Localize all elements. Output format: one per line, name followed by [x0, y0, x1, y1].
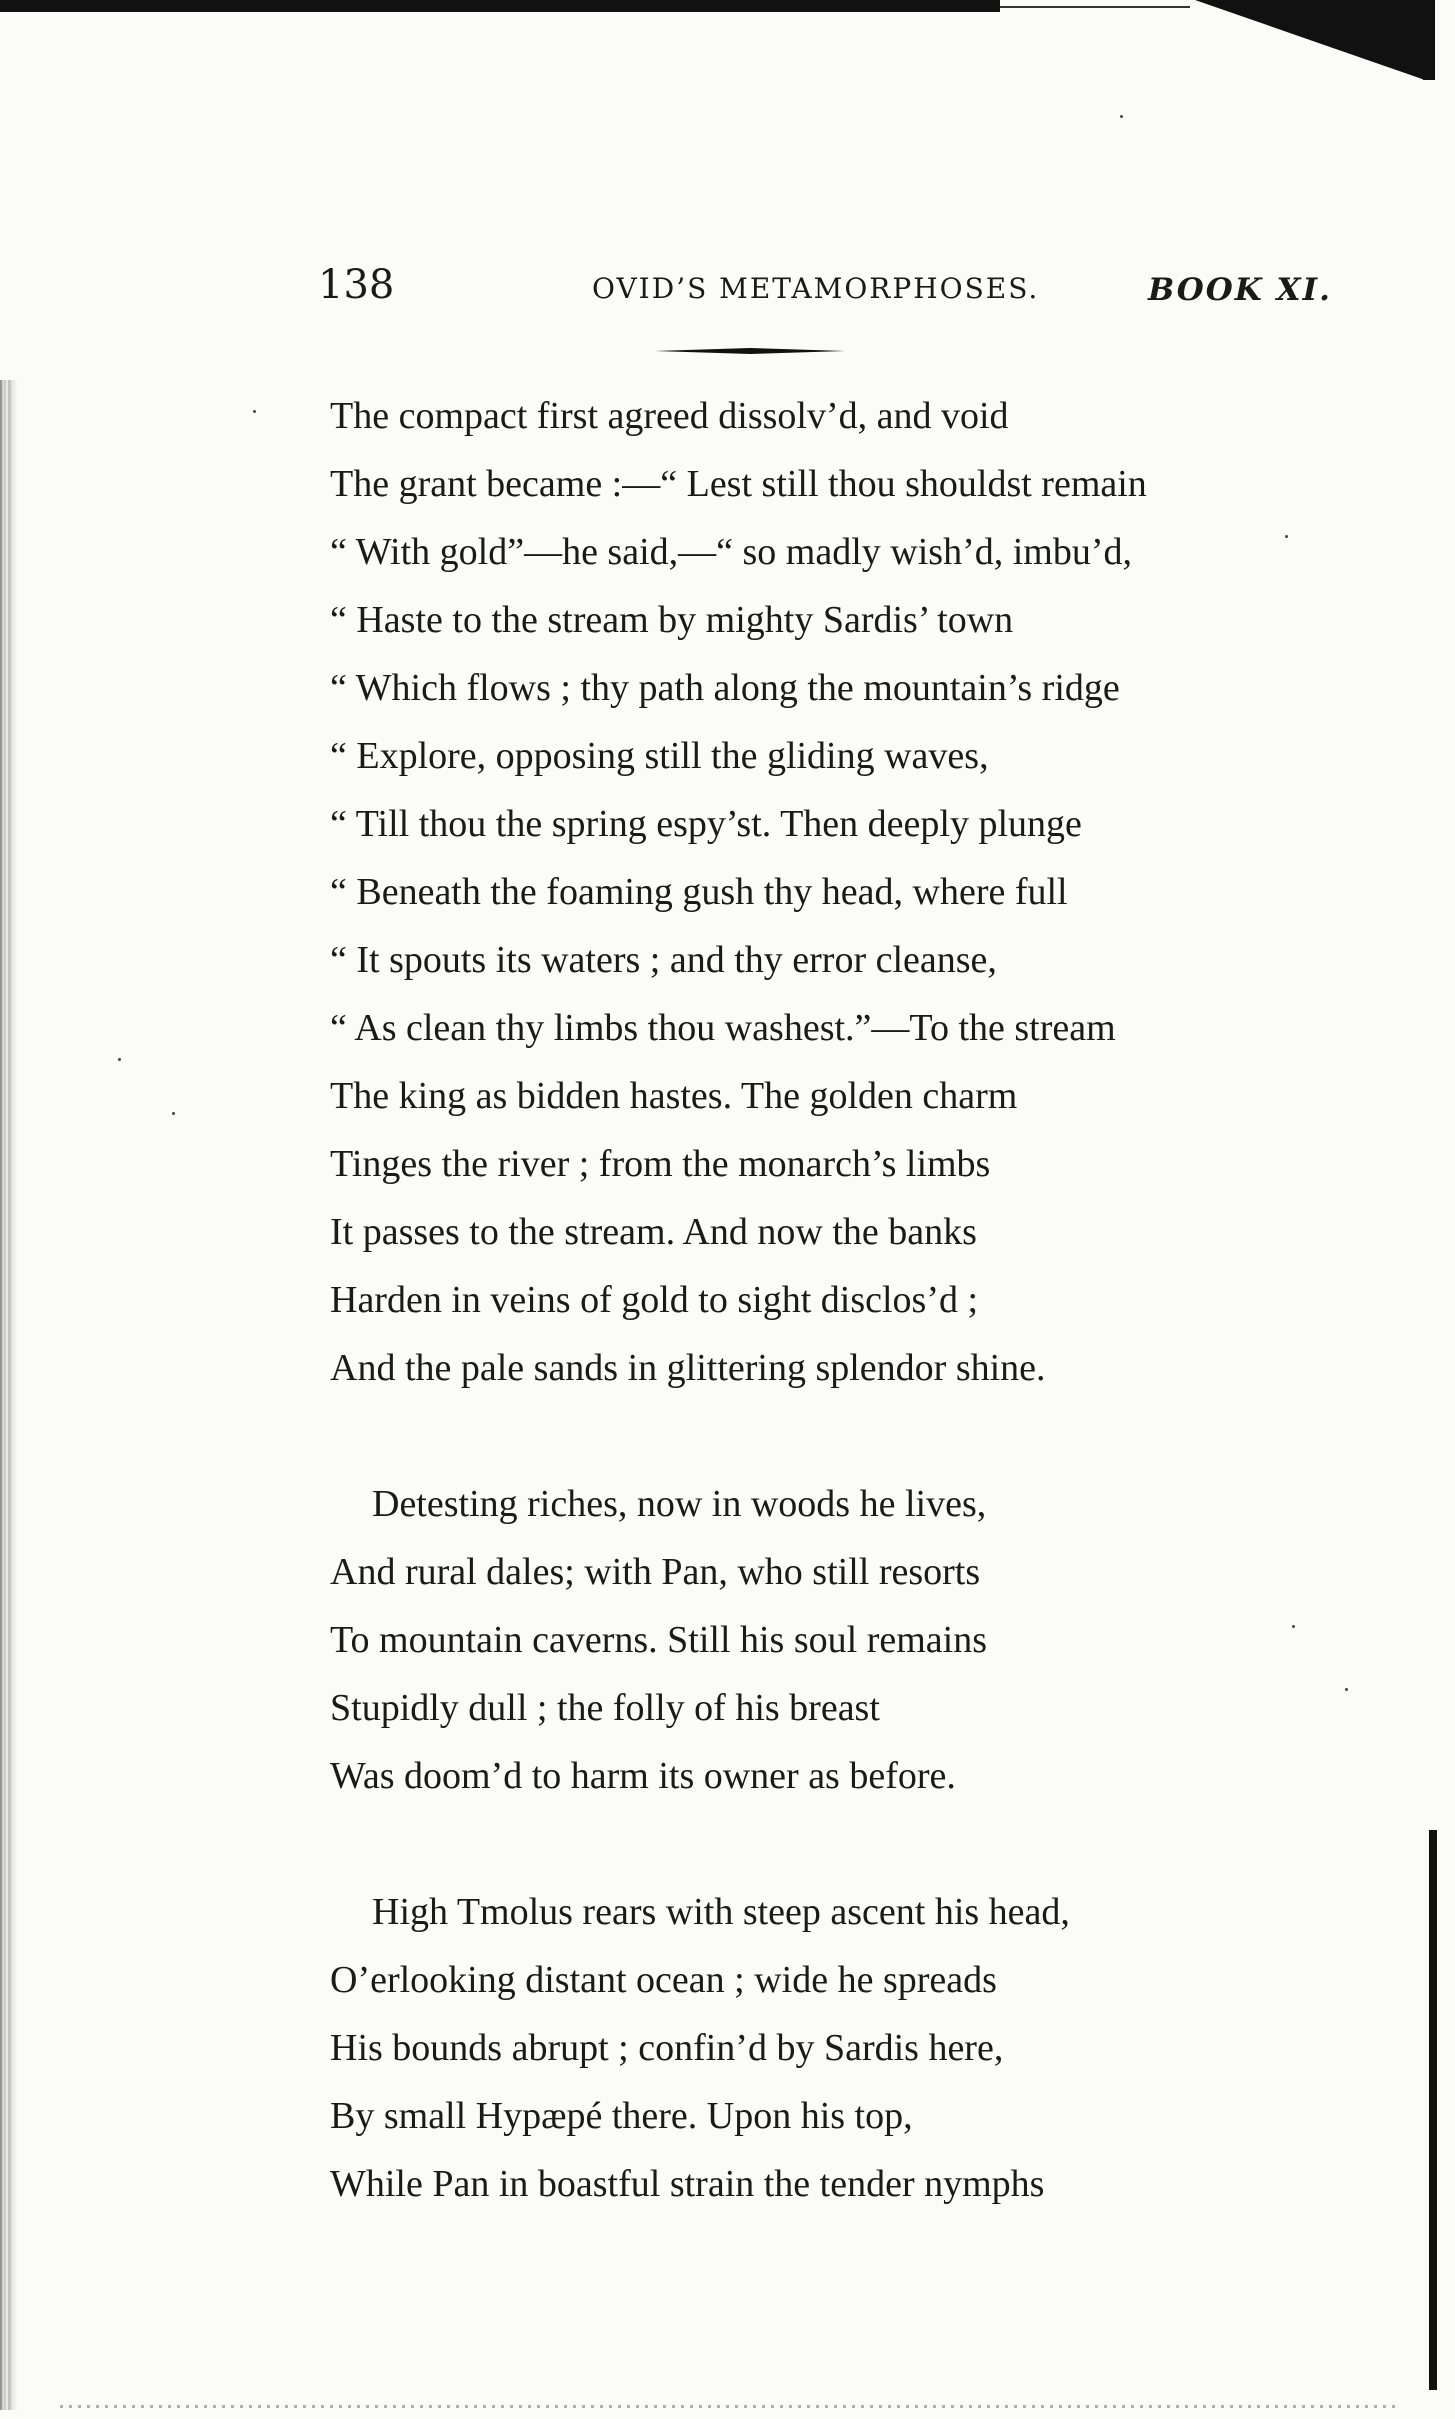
book-label: BOOK XI.: [1148, 272, 1332, 308]
scan-speck: [118, 1058, 121, 1061]
verse-line: The king as bidden hastes. The golden charm: [330, 1075, 1018, 1117]
verse-line: “ It spouts its waters ; and thy error cleanse,: [330, 939, 997, 981]
scan-speck: [1345, 1688, 1348, 1691]
scan-top-edge: [0, 0, 1000, 12]
verse-line: “ With gold”—he said,—“ so madly wish’d, imbu’d,: [330, 531, 1132, 573]
verse-line: His bounds abrupt ; confin’d by Sardis here,: [330, 2027, 1004, 2069]
verse-line: Tinges the river ; from the monarch’s limbs: [330, 1143, 991, 1185]
scan-speck: [253, 410, 256, 413]
stanza-3: [330, 1878, 1330, 2218]
scan-binding-gutter: [0, 380, 18, 2410]
scan-bottom-edge: [60, 2405, 1400, 2408]
verse-line: “ Beneath the foaming gush thy head, where full: [330, 871, 1068, 913]
scan-speck: [1120, 115, 1123, 118]
verse-line-indented: Detesting riches, now in woods he lives,: [372, 1483, 987, 1525]
stanza-1: [330, 382, 1330, 1402]
scan-corner-shadow: [1195, 0, 1425, 80]
verse-line: “ As clean thy limbs thou washest.”—To the stream: [330, 1007, 1116, 1049]
running-title: OVID’S METAMORPHOSES.: [592, 272, 1040, 305]
verse-line: Harden in veins of gold to sight disclos’d ;: [330, 1279, 979, 1321]
scan-top-edge-thin: [1000, 6, 1190, 8]
scan-corner-bar: [1423, 0, 1435, 80]
verse-line: “ Till thou the spring espy’st. Then deeply plunge: [330, 803, 1082, 845]
verse-line: O’erlooking distant ocean ; wide he spreads: [330, 1959, 997, 2001]
verse-line: By small Hypæpé there. Upon his top,: [330, 2095, 913, 2137]
verse-line: “ Haste to the stream by mighty Sardis’ town: [330, 599, 1014, 641]
verse-line: It passes to the stream. And now the banks: [330, 1211, 977, 1253]
verse-line: The compact first agreed dissolv’d, and void: [330, 395, 1009, 437]
verse-line: And rural dales; with Pan, who still resorts: [330, 1551, 981, 1593]
poem-body: [330, 382, 1330, 2218]
scan-speck: [172, 1112, 175, 1115]
verse-line: The grant became :—“ Lest still thou shouldst remain: [330, 463, 1147, 505]
stanza-2: [330, 1470, 1330, 1810]
scan-right-edge: [1429, 1830, 1437, 2390]
verse-line: And the pale sands in glittering splendor shine.: [330, 1347, 1046, 1389]
verse-line: Stupidly dull ; the folly of his breast: [330, 1687, 880, 1729]
ornament-rule: [655, 348, 845, 354]
page-number: 138: [318, 262, 395, 308]
verse-line: While Pan in boastful strain the tender nymphs: [330, 2163, 1045, 2205]
running-head: [318, 262, 1332, 312]
verse-line-indented: High Tmolus rears with steep ascent his head,: [372, 1891, 1070, 1933]
verse-line: Was doom’d to harm its owner as before.: [330, 1755, 956, 1797]
verse-line: “ Which flows ; thy path along the mountain’s ridge: [330, 667, 1120, 709]
verse-line: “ Explore, opposing still the gliding waves,: [330, 735, 989, 777]
verse-line: To mountain caverns. Still his soul remains: [330, 1619, 987, 1661]
